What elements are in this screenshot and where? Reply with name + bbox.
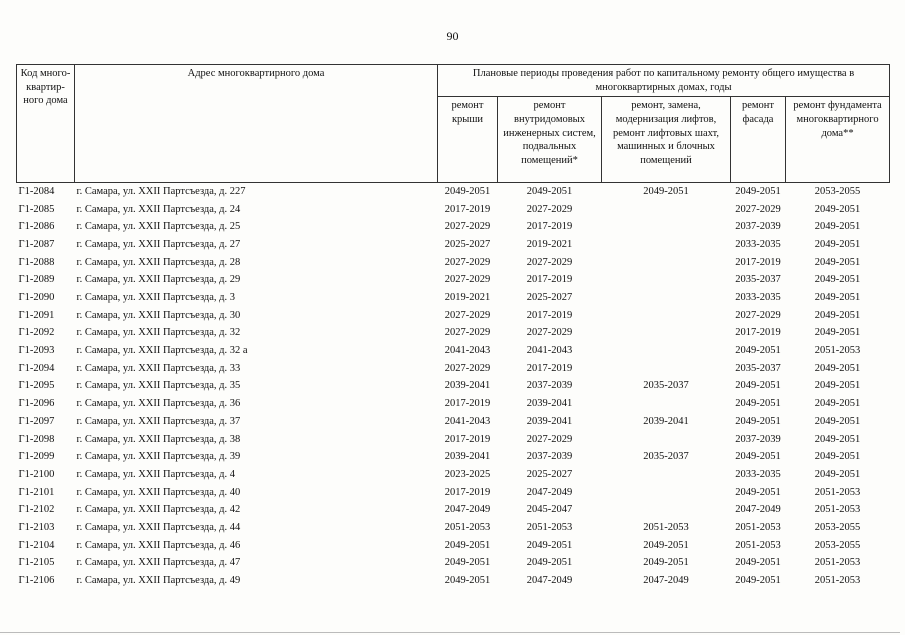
- cell-foundation: 2053-2055: [814, 539, 861, 551]
- cell-facade: 2049-2051: [735, 575, 781, 586]
- cell-roof: 2039-2041: [444, 451, 491, 463]
- cell-facade: 2037-2039: [735, 433, 781, 445]
- table-row: [17, 342, 890, 360]
- cell-code: Г1-2084: [18, 185, 55, 197]
- cell-facade: 2049-2051: [735, 398, 781, 410]
- header-code: Код много-квартир-ного дома: [17, 65, 75, 183]
- cell-foundation: 2049-2051: [814, 203, 861, 215]
- header-address: Адрес многоквартирного дома: [75, 65, 438, 183]
- cell-address: г. Самара, ул. ХХII Партсъезда, д. 24: [76, 203, 241, 215]
- cell-systems: 2017-2019: [526, 274, 573, 286]
- table-row: [17, 272, 890, 290]
- cell-code: Г1-2104: [18, 539, 55, 551]
- table-row: [17, 307, 890, 325]
- cell-address: г. Самара, ул. ХХII Партсъезда, д. 3: [76, 292, 235, 303]
- cell-code: Г1-2088: [18, 256, 55, 268]
- cell-lifts: [602, 466, 731, 484]
- cell-facade: 2033-2035: [735, 292, 781, 303]
- cell-lifts: [602, 484, 731, 502]
- cell-facade: 2049-2051: [735, 557, 781, 569]
- cell-foundation: 2049-2051: [814, 415, 861, 427]
- cell-roof: 2047-2049: [444, 504, 491, 516]
- cell-roof: 2027-2029: [444, 274, 491, 286]
- cell-foundation: 2051-2053: [814, 486, 861, 498]
- repair-schedule-table: [16, 64, 890, 590]
- cell-roof: 2017-2019: [444, 433, 491, 445]
- cell-systems: 2017-2019: [526, 309, 573, 321]
- cell-roof: 2049-2051: [444, 539, 491, 551]
- cell-facade: 2049-2051: [735, 415, 781, 427]
- cell-address: г. Самара, ул. ХХII Партсъезда, д. 33: [76, 362, 241, 374]
- cell-lifts: [602, 272, 731, 290]
- table-row: [17, 572, 890, 590]
- cell-roof: 2041-2043: [444, 415, 491, 427]
- cell-code: Г1-2091: [18, 309, 55, 321]
- cell-foundation: 2049-2051: [814, 274, 861, 286]
- cell-code: Г1-2095: [18, 380, 55, 392]
- table-row: [17, 519, 890, 537]
- cell-facade: 2051-2053: [735, 539, 781, 551]
- cell-roof: 2027-2029: [444, 221, 491, 233]
- cell-lifts: [602, 431, 731, 449]
- cell-address: г. Самара, ул. ХХII Партсъезда, д. 4: [76, 468, 235, 480]
- cell-roof: 2017-2019: [444, 203, 491, 215]
- cell-address: г. Самара, ул. ХХII Партсъезда, д. 46: [76, 539, 241, 551]
- cell-roof: 2023-2025: [444, 468, 491, 480]
- cell-systems: 2051-2053: [526, 521, 573, 533]
- cell-lifts: 2047-2049: [643, 575, 689, 586]
- page-number: 90: [446, 29, 459, 43]
- cell-facade: 2037-2039: [735, 221, 781, 233]
- cell-code: Г1-2096: [18, 398, 55, 410]
- cell-facade: 2035-2037: [735, 274, 781, 286]
- cell-address: г. Самара, ул. ХХII Партсъезда, д. 47: [76, 557, 241, 569]
- table-row: [17, 449, 890, 467]
- cell-code: Г1-2099: [18, 451, 55, 463]
- cell-lifts: [602, 502, 731, 520]
- cell-code: Г1-2106: [18, 575, 55, 586]
- table-row: [17, 254, 890, 272]
- cell-address: г. Самара, ул. ХХII Партсъезда, д. 40: [76, 486, 241, 498]
- cell-roof: 2027-2029: [444, 362, 491, 374]
- cell-foundation: 2049-2051: [814, 238, 861, 250]
- cell-foundation: 2049-2051: [814, 327, 861, 339]
- table-row: [17, 413, 890, 431]
- cell-address: г. Самара, ул. ХХII Партсъезда, д. 36: [76, 398, 241, 410]
- header-systems: ремонт внутридомовых инженерных систем, подвальных помещений*: [498, 97, 602, 183]
- cell-lifts: 2049-2051: [643, 185, 689, 197]
- repair-schedule-table-wrap: [16, 64, 889, 590]
- cell-roof: 2027-2029: [444, 309, 491, 321]
- cell-foundation: 2049-2051: [814, 221, 861, 233]
- cell-systems: 2027-2029: [526, 433, 573, 445]
- cell-facade: 2049-2051: [735, 380, 781, 392]
- table-row: [17, 396, 890, 414]
- cell-roof: 2025-2027: [444, 238, 491, 250]
- cell-roof: 2049-2051: [444, 185, 491, 197]
- cell-roof: 2049-2051: [444, 575, 491, 586]
- cell-address: г. Самара, ул. ХХII Партсъезда, д. 32 а: [76, 345, 248, 357]
- cell-address: г. Самара, ул. ХХII Партсъезда, д. 27: [76, 238, 241, 250]
- header-periods: Плановые периоды проведения работ по капитальному ремонту общего имущества в многоквартирных домах, годы: [438, 65, 890, 97]
- cell-lifts: 2035-2037: [643, 380, 689, 392]
- cell-systems: 2047-2049: [526, 486, 573, 498]
- cell-code: Г1-2089: [18, 274, 55, 286]
- table-row: [17, 236, 890, 254]
- cell-foundation: 2049-2051: [814, 380, 861, 392]
- cell-systems: 2049-2051: [526, 185, 573, 197]
- cell-facade: 2049-2051: [735, 345, 781, 357]
- cell-lifts: 2049-2051: [643, 557, 689, 569]
- cell-systems: 2047-2049: [526, 575, 573, 586]
- cell-lifts: [602, 325, 731, 343]
- cell-facade: 2049-2051: [735, 451, 781, 463]
- cell-systems: 2041-2043: [526, 345, 573, 357]
- cell-systems: 2025-2027: [526, 468, 573, 480]
- table-row: [17, 537, 890, 555]
- cell-lifts: [602, 289, 731, 307]
- table-row: [17, 502, 890, 520]
- cell-roof: 2041-2043: [444, 345, 491, 357]
- cell-systems: 2027-2029: [526, 256, 573, 268]
- cell-facade: 2033-2035: [735, 468, 781, 480]
- cell-foundation: 2049-2051: [814, 433, 861, 445]
- cell-address: г. Самара, ул. ХХII Партсъезда, д. 25: [76, 221, 241, 233]
- cell-systems: 2017-2019: [526, 221, 573, 233]
- cell-roof: 2039-2041: [444, 380, 491, 392]
- cell-lifts: 2039-2041: [643, 415, 689, 427]
- cell-foundation: 2051-2053: [814, 557, 861, 569]
- table-row: [17, 219, 890, 237]
- cell-code: Г1-2093: [18, 345, 55, 357]
- table-row: [17, 289, 890, 307]
- cell-roof: 2017-2019: [444, 486, 491, 498]
- cell-address: г. Самара, ул. ХХII Партсъезда, д. 32: [76, 327, 241, 339]
- cell-foundation: 2053-2055: [814, 185, 861, 197]
- cell-code: Г1-2102: [18, 504, 55, 516]
- cell-address: г. Самара, ул. ХХII Партсъезда, д. 30: [76, 309, 241, 321]
- cell-systems: 2039-2041: [526, 415, 573, 427]
- cell-code: Г1-2098: [18, 433, 55, 445]
- cell-code: Г1-2105: [18, 557, 55, 569]
- cell-address: г. Самара, ул. ХХII Партсъезда, д. 28: [76, 256, 241, 268]
- cell-address: г. Самара, ул. ХХII Партсъезда, д. 44: [76, 521, 241, 533]
- cell-code: Г1-2090: [18, 292, 55, 303]
- cell-code: Г1-2100: [18, 468, 55, 480]
- cell-lifts: 2051-2053: [643, 521, 689, 533]
- table-header: [17, 65, 890, 183]
- cell-code: Г1-2094: [18, 362, 55, 374]
- cell-roof: 2049-2051: [444, 557, 491, 569]
- cell-facade: 2027-2029: [735, 203, 781, 215]
- cell-address: г. Самара, ул. ХХII Партсъезда, д. 35: [76, 380, 241, 392]
- cell-foundation: 2049-2051: [814, 309, 861, 321]
- table-row: [17, 466, 890, 484]
- cell-foundation: 2049-2051: [814, 398, 861, 410]
- cell-roof: 2017-2019: [444, 398, 491, 410]
- cell-systems: 2017-2019: [526, 362, 573, 374]
- cell-address: г. Самара, ул. ХХII Партсъезда, д. 42: [76, 504, 241, 516]
- table-row: [17, 378, 890, 396]
- cell-lifts: [602, 254, 731, 272]
- cell-code: Г1-2101: [18, 486, 55, 498]
- cell-address: г. Самара, ул. ХХII Партсъезда, д. 49: [76, 575, 241, 586]
- cell-foundation: 2051-2053: [814, 504, 861, 516]
- cell-code: Г1-2085: [18, 203, 55, 215]
- cell-lifts: [602, 201, 731, 219]
- cell-foundation: 2049-2051: [814, 292, 861, 303]
- cell-facade: 2035-2037: [735, 362, 781, 374]
- cell-lifts: [602, 236, 731, 254]
- header-foundation: ремонт фундамента многоквартирного дома**: [786, 97, 890, 183]
- cell-systems: 2027-2029: [526, 327, 573, 339]
- cell-address: г. Самара, ул. ХХII Партсъезда, д. 227: [76, 185, 246, 197]
- cell-foundation: 2051-2053: [814, 575, 861, 586]
- cell-facade: 2017-2019: [735, 327, 781, 339]
- table-row: [17, 360, 890, 378]
- cell-code: Г1-2087: [18, 238, 55, 250]
- cell-systems: 2025-2027: [526, 292, 573, 303]
- cell-address: г. Самара, ул. ХХII Партсъезда, д. 39: [76, 451, 241, 463]
- header-lifts: ремонт, замена, модернизация лифтов, ремонт лифтовых шахт, машинных и блочных помещений: [602, 97, 731, 183]
- cell-systems: 2045-2047: [526, 504, 573, 516]
- cell-facade: 2049-2051: [735, 486, 781, 498]
- cell-facade: 2049-2051: [735, 185, 781, 197]
- cell-systems: 2019-2021: [526, 238, 573, 250]
- cell-code: Г1-2086: [18, 221, 55, 233]
- table-row: [17, 484, 890, 502]
- cell-lifts: [602, 219, 731, 237]
- cell-lifts: 2035-2037: [643, 451, 689, 463]
- cell-address: г. Самара, ул. ХХII Партсъезда, д. 29: [76, 274, 241, 286]
- cell-lifts: [602, 396, 731, 414]
- cell-lifts: 2049-2051: [643, 539, 689, 551]
- cell-systems: 2039-2041: [526, 398, 573, 410]
- cell-facade: 2027-2029: [735, 309, 781, 321]
- cell-code: Г1-2092: [18, 327, 55, 339]
- cell-lifts: [602, 360, 731, 378]
- cell-systems: 2049-2051: [526, 557, 573, 569]
- header-roof: ремонт крыши: [438, 97, 498, 183]
- cell-systems: 2027-2029: [526, 203, 573, 215]
- cell-roof: 2027-2029: [444, 327, 491, 339]
- cell-foundation: 2053-2055: [814, 521, 861, 533]
- cell-foundation: 2049-2051: [814, 256, 861, 268]
- cell-facade: 2033-2035: [735, 238, 781, 250]
- cell-facade: 2017-2019: [735, 256, 781, 268]
- table-row: [17, 201, 890, 219]
- cell-lifts: [602, 307, 731, 325]
- cell-facade: 2047-2049: [735, 504, 781, 516]
- table-row: [17, 183, 890, 201]
- table-row: [17, 325, 890, 343]
- table-row: [17, 555, 890, 573]
- scan-edge-line: [0, 632, 900, 633]
- cell-address: г. Самара, ул. ХХII Партсъезда, д. 38: [76, 433, 241, 445]
- cell-roof: 2027-2029: [444, 256, 491, 268]
- cell-foundation: 2051-2053: [814, 345, 861, 357]
- cell-foundation: 2049-2051: [814, 362, 861, 374]
- table-row: [17, 431, 890, 449]
- cell-roof: 2051-2053: [444, 521, 491, 533]
- cell-systems: 2037-2039: [526, 451, 573, 463]
- cell-systems: 2037-2039: [526, 380, 573, 392]
- cell-code: Г1-2103: [18, 521, 55, 533]
- cell-systems: 2049-2051: [526, 539, 573, 551]
- cell-address: г. Самара, ул. ХХII Партсъезда, д. 37: [76, 415, 241, 427]
- cell-roof: 2019-2021: [444, 292, 491, 303]
- header-facade: ремонт фасада: [731, 97, 786, 183]
- cell-foundation: 2049-2051: [814, 468, 861, 480]
- cell-lifts: [602, 342, 731, 360]
- cell-code: Г1-2097: [18, 415, 55, 427]
- table-body: [17, 183, 890, 590]
- cell-facade: 2051-2053: [735, 521, 781, 533]
- cell-foundation: 2049-2051: [814, 451, 861, 463]
